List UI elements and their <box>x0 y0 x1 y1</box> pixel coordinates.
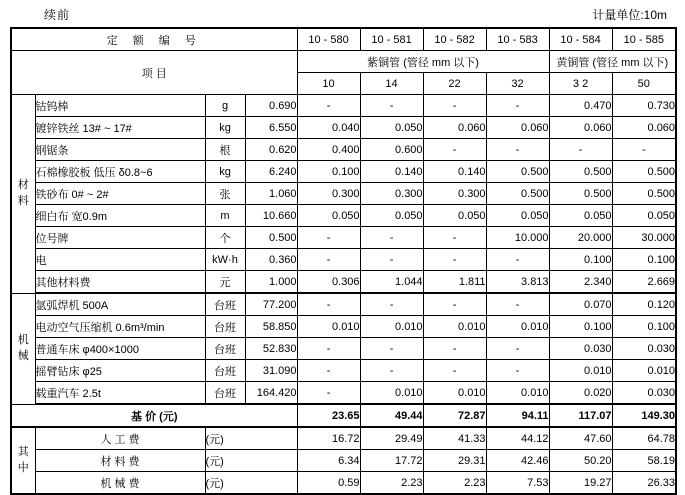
diameter-cell-2: 22 <box>423 73 486 95</box>
item-value-3: 0.010 <box>486 382 549 405</box>
item-header-label: 项 目 <box>11 51 297 95</box>
section-label-middle: 其 中 <box>11 427 35 494</box>
item-value-3: 10.000 <box>486 227 549 249</box>
item-name: 电动空气压缩机 0.6m³/min <box>35 316 205 338</box>
item-value-2: - <box>423 95 486 117</box>
item-value-5: 0.050 <box>612 205 676 227</box>
table-row-machine-cost <box>11 472 676 495</box>
item-value-2: - <box>423 360 486 382</box>
item-value-3: 0.060 <box>486 117 549 139</box>
item-unit: g <box>205 95 245 117</box>
item-value-1: 0.010 <box>360 316 423 338</box>
item-price: 0.360 <box>245 249 297 271</box>
sub-row-unit: (元) <box>205 450 297 472</box>
item-name: 载重汽车 2.5t <box>35 382 205 405</box>
diameter-cell-0: 10 <box>297 73 360 95</box>
sub-row-value-2: 2.23 <box>423 472 486 495</box>
item-value-5: 0.100 <box>612 249 676 271</box>
sub-row-label: 人 工 费 <box>35 427 205 450</box>
item-value-2: 0.050 <box>423 205 486 227</box>
item-value-5: 0.030 <box>612 338 676 360</box>
section-label-machine: 机 械 <box>11 293 35 404</box>
sub-row-value-0: 0.59 <box>297 472 360 495</box>
item-value-1: - <box>360 360 423 382</box>
item-unit: 根 <box>205 139 245 161</box>
table-row <box>11 95 676 117</box>
item-value-2: - <box>423 249 486 271</box>
table-row <box>11 183 676 205</box>
item-price: 0.620 <box>245 139 297 161</box>
diameter-cell-1: 14 <box>360 73 423 95</box>
item-value-4: 2.340 <box>549 271 612 294</box>
sub-row-unit: (元) <box>205 472 297 495</box>
table-row <box>11 117 676 139</box>
item-name: 细白布 宽0.9m <box>35 205 205 227</box>
table-row <box>11 161 676 183</box>
item-value-5: 30.000 <box>612 227 676 249</box>
item-value-2: 0.010 <box>423 382 486 405</box>
item-value-3: 0.050 <box>486 205 549 227</box>
item-value-2: 0.140 <box>423 161 486 183</box>
item-value-0: - <box>297 249 360 271</box>
sub-row-value-1: 2.23 <box>360 472 423 495</box>
table-row <box>11 338 676 360</box>
item-value-1: 0.010 <box>360 382 423 405</box>
table-row <box>11 316 676 338</box>
sub-row-value-0: 16.72 <box>297 427 360 450</box>
section-label-material: 材 料 <box>11 95 35 294</box>
item-unit: 张 <box>205 183 245 205</box>
item-unit: 台班 <box>205 382 245 405</box>
table-row <box>11 271 676 294</box>
item-unit: kg <box>205 117 245 139</box>
item-value-0: - <box>297 227 360 249</box>
item-value-2: - <box>423 139 486 161</box>
item-name: 电 <box>35 249 205 271</box>
group-header-copper: 紫铜管 (管径 mm 以下) <box>297 51 549 73</box>
item-unit: kg <box>205 161 245 183</box>
item-value-3: 0.500 <box>486 161 549 183</box>
table-row <box>11 382 676 405</box>
item-value-4: 0.100 <box>549 316 612 338</box>
item-value-0: - <box>297 293 360 316</box>
sub-row-value-3: 7.53 <box>486 472 549 495</box>
item-unit: 台班 <box>205 316 245 338</box>
sub-row-value-1: 29.49 <box>360 427 423 450</box>
table-row-labor <box>11 427 676 450</box>
item-name: 铁砂布 0# ~ 2# <box>35 183 205 205</box>
item-value-1: - <box>360 95 423 117</box>
item-value-4: 0.100 <box>549 249 612 271</box>
table-row-group-header <box>11 51 676 73</box>
sub-row-value-5: 64.78 <box>612 427 676 450</box>
item-value-0: 0.400 <box>297 139 360 161</box>
base-price-value-1: 49.44 <box>360 404 423 427</box>
item-value-1: 0.600 <box>360 139 423 161</box>
item-unit: 元 <box>205 271 245 294</box>
item-value-4: 0.030 <box>549 338 612 360</box>
item-value-0: 0.100 <box>297 161 360 183</box>
item-name: 氩弧焊机 500A <box>35 293 205 316</box>
unit-note: 计量单位:10m <box>592 8 667 22</box>
code-cell-4: 10 - 584 <box>549 28 612 51</box>
base-price-value-4: 117.07 <box>549 404 612 427</box>
sub-row-value-4: 47.60 <box>549 427 612 450</box>
item-value-5: 0.060 <box>612 117 676 139</box>
item-price: 1.000 <box>245 271 297 294</box>
item-value-3: - <box>486 139 549 161</box>
base-price-label: 基 价 (元) <box>11 404 297 427</box>
item-value-4: - <box>549 139 612 161</box>
item-value-4: 20.000 <box>549 227 612 249</box>
item-price: 58.850 <box>245 316 297 338</box>
sub-row-value-4: 50.20 <box>549 450 612 472</box>
item-price: 6.240 <box>245 161 297 183</box>
sub-row-unit: (元) <box>205 427 297 450</box>
diameter-cell-5: 50 <box>612 73 676 95</box>
base-price-value-0: 23.65 <box>297 404 360 427</box>
item-name: 普通车床 φ400×1000 <box>35 338 205 360</box>
table-row <box>11 360 676 382</box>
item-value-1: - <box>360 227 423 249</box>
item-value-5: 0.100 <box>612 316 676 338</box>
item-name: 镀锌铁丝 13# ~ 17# <box>35 117 205 139</box>
table-row <box>11 249 676 271</box>
base-price-value-5: 149.30 <box>612 404 676 427</box>
code-header-label: 定 额 编 号 <box>11 28 297 51</box>
item-value-5: - <box>612 139 676 161</box>
diameter-cell-4: 3 2 <box>549 73 612 95</box>
item-price: 164.420 <box>245 382 297 405</box>
item-value-0: 0.040 <box>297 117 360 139</box>
code-cell-5: 10 - 585 <box>612 28 676 51</box>
item-value-4: 0.050 <box>549 205 612 227</box>
table-row <box>11 205 676 227</box>
item-value-0: - <box>297 360 360 382</box>
item-unit: m <box>205 205 245 227</box>
item-value-2: 0.300 <box>423 183 486 205</box>
item-value-0: 0.300 <box>297 183 360 205</box>
item-price: 31.090 <box>245 360 297 382</box>
item-value-2: 0.010 <box>423 316 486 338</box>
item-price: 1.060 <box>245 183 297 205</box>
table-row-base-price <box>11 404 676 427</box>
item-value-3: - <box>486 95 549 117</box>
item-value-0: - <box>297 382 360 405</box>
item-unit: 台班 <box>205 338 245 360</box>
item-value-5: 0.500 <box>612 183 676 205</box>
item-value-5: 0.120 <box>612 293 676 316</box>
item-value-3: - <box>486 360 549 382</box>
page-header <box>10 6 675 24</box>
item-name: 位号牌 <box>35 227 205 249</box>
item-value-3: 0.500 <box>486 183 549 205</box>
item-unit: 台班 <box>205 360 245 382</box>
item-value-4: 0.060 <box>549 117 612 139</box>
item-value-1: 0.050 <box>360 117 423 139</box>
sub-row-value-5: 58.19 <box>612 450 676 472</box>
table-row <box>11 139 676 161</box>
item-name: 钴钨棒 <box>35 95 205 117</box>
item-value-4: 0.500 <box>549 161 612 183</box>
item-value-0: 0.050 <box>297 205 360 227</box>
item-value-5: 0.010 <box>612 360 676 382</box>
diameter-cell-3: 32 <box>486 73 549 95</box>
item-value-2: - <box>423 293 486 316</box>
item-value-2: - <box>423 227 486 249</box>
code-cell-3: 10 - 583 <box>486 28 549 51</box>
sub-row-label: 材 料 费 <box>35 450 205 472</box>
item-value-1: - <box>360 249 423 271</box>
sub-row-label: 机 械 费 <box>35 472 205 495</box>
table-row-material-cost <box>11 450 676 472</box>
item-value-3: 3.813 <box>486 271 549 294</box>
item-value-2: 0.060 <box>423 117 486 139</box>
sub-row-value-0: 6.34 <box>297 450 360 472</box>
item-value-5: 2.669 <box>612 271 676 294</box>
item-value-1: - <box>360 293 423 316</box>
item-name: 其他材料费 <box>35 271 205 294</box>
sub-row-value-1: 17.72 <box>360 450 423 472</box>
base-price-value-2: 72.87 <box>423 404 486 427</box>
sub-row-value-2: 41.33 <box>423 427 486 450</box>
item-value-4: 0.010 <box>549 360 612 382</box>
item-price: 10.660 <box>245 205 297 227</box>
item-value-3: - <box>486 293 549 316</box>
item-unit: 台班 <box>205 293 245 316</box>
continued-label: 续前 <box>44 8 71 22</box>
group-header-brass: 黄铜管 (管径 mm 以下) <box>549 51 676 73</box>
item-value-4: 0.020 <box>549 382 612 405</box>
item-value-0: - <box>297 338 360 360</box>
sub-row-value-4: 19.27 <box>549 472 612 495</box>
item-value-1: 0.140 <box>360 161 423 183</box>
item-price: 6.550 <box>245 117 297 139</box>
sub-row-value-5: 26.33 <box>612 472 676 495</box>
item-value-1: - <box>360 338 423 360</box>
item-name: 钢锯条 <box>35 139 205 161</box>
item-name: 石棉橡胶板 低压 δ0.8~6 <box>35 161 205 183</box>
sub-row-value-3: 44.12 <box>486 427 549 450</box>
item-name: 摇臂钻床 φ25 <box>35 360 205 382</box>
item-value-4: 0.070 <box>549 293 612 316</box>
item-value-5: 0.500 <box>612 161 676 183</box>
sub-row-value-2: 29.31 <box>423 450 486 472</box>
item-value-1: 0.050 <box>360 205 423 227</box>
table-row-code-header <box>11 28 676 51</box>
item-value-0: 0.306 <box>297 271 360 294</box>
item-value-3: - <box>486 249 549 271</box>
base-price-value-3: 94.11 <box>486 404 549 427</box>
item-value-1: 0.300 <box>360 183 423 205</box>
sub-row-value-3: 42.46 <box>486 450 549 472</box>
item-price: 0.500 <box>245 227 297 249</box>
code-cell-0: 10 - 580 <box>297 28 360 51</box>
item-value-2: - <box>423 338 486 360</box>
item-value-4: 0.500 <box>549 183 612 205</box>
item-unit: kW·h <box>205 249 245 271</box>
item-value-3: 0.010 <box>486 316 549 338</box>
quota-table <box>10 27 677 495</box>
table-row <box>11 227 676 249</box>
item-value-0: 0.010 <box>297 316 360 338</box>
item-price: 0.690 <box>245 95 297 117</box>
item-price: 52.830 <box>245 338 297 360</box>
item-value-2: 1.811 <box>423 271 486 294</box>
item-value-5: 0.730 <box>612 95 676 117</box>
item-unit: 个 <box>205 227 245 249</box>
item-value-4: 0.470 <box>549 95 612 117</box>
item-value-0: - <box>297 95 360 117</box>
table-row <box>11 293 676 316</box>
item-value-1: 1.044 <box>360 271 423 294</box>
item-price: 77.200 <box>245 293 297 316</box>
code-cell-1: 10 - 581 <box>360 28 423 51</box>
code-cell-2: 10 - 582 <box>423 28 486 51</box>
item-value-3: - <box>486 338 549 360</box>
item-value-5: 0.030 <box>612 382 676 405</box>
